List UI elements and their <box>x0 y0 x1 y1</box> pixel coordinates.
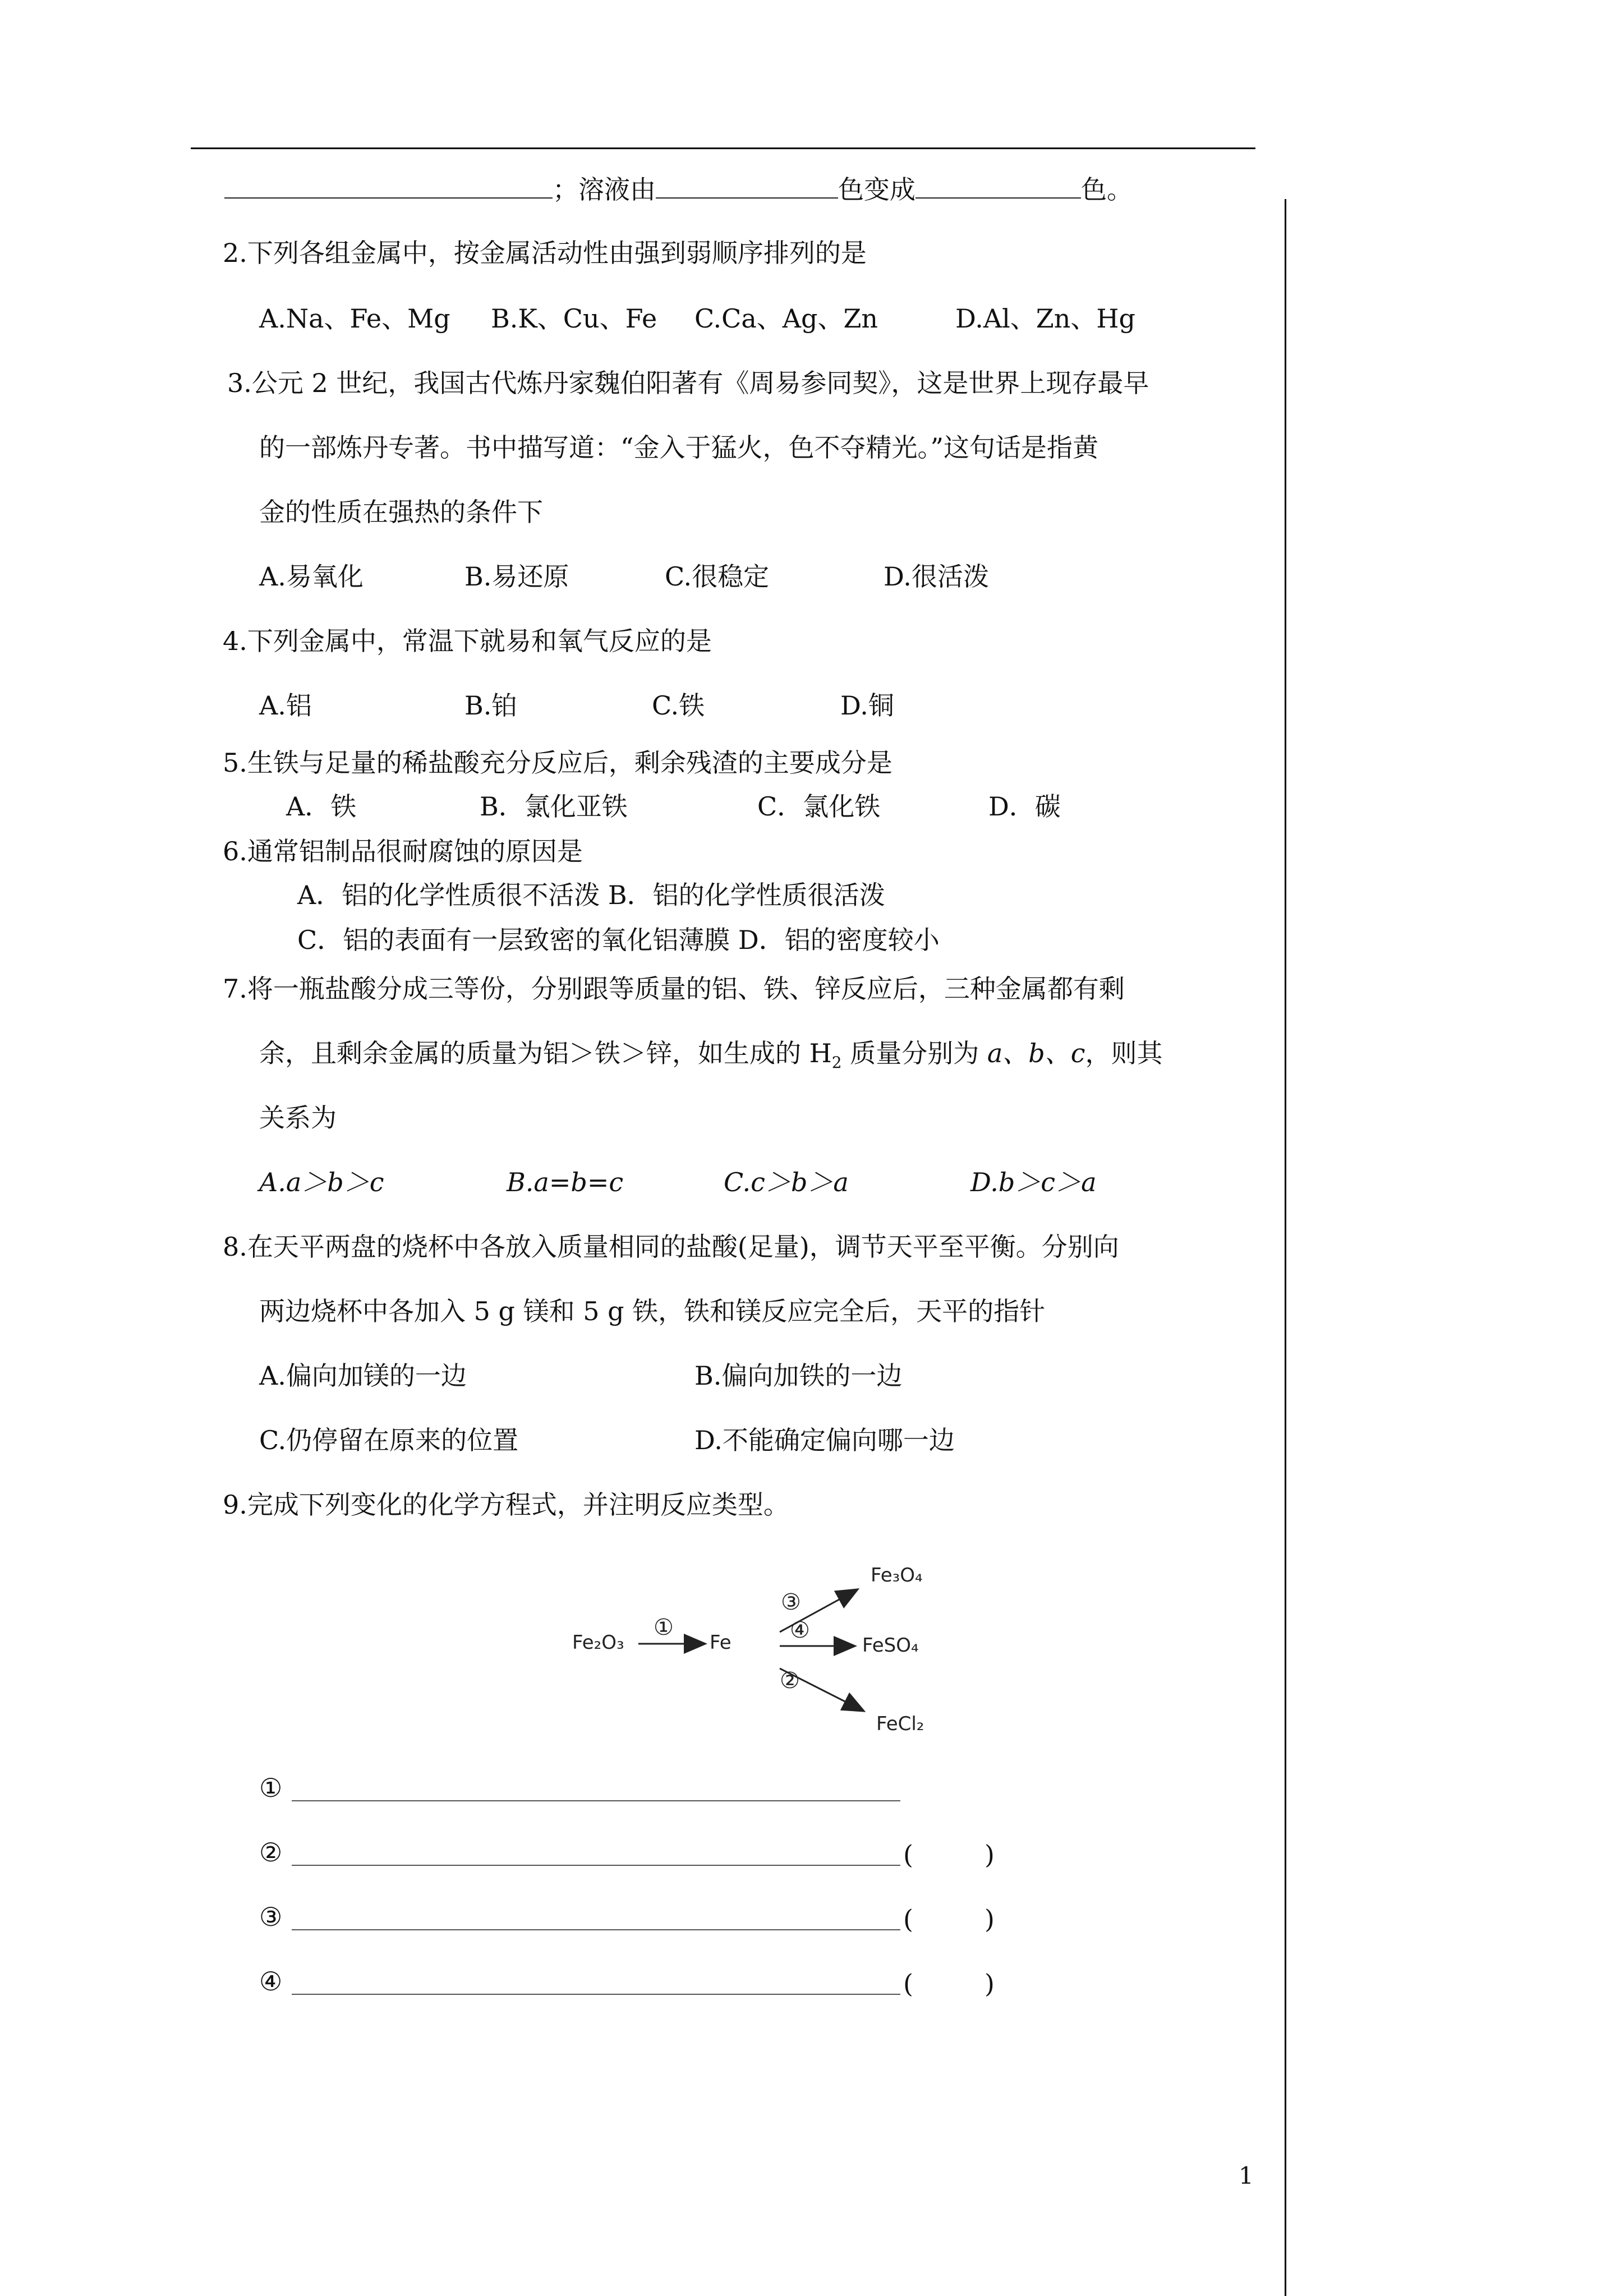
diagram-label-1: ① <box>654 1615 674 1640</box>
margin-rule <box>1285 199 1286 2296</box>
diagram-product-fecl2: FeCl₂ <box>876 1713 924 1735</box>
q3-line-2: 的一部炼丹专著。书中描写道：“金入于猛火，色不夺精光。”这句话是指黄 <box>259 432 1099 463</box>
q1-blank-3[interactable] <box>915 175 1081 199</box>
reaction-type-3-open: ( <box>903 1904 913 1934</box>
diagram-label-2: ② <box>780 1668 800 1694</box>
reaction-diagram <box>555 1548 959 1750</box>
q2-stem: 2.下列各组金属中，按金属活动性由强到弱顺序排列的是 <box>223 238 867 268</box>
q4-option-c: C.铁 <box>652 690 705 721</box>
diagram-middle-fe: Fe <box>710 1631 732 1654</box>
q8-line-1: 8.在天平两盘的烧杯中各放入质量相同的盐酸(足量)，调节天平至平衡。分别向 <box>223 1232 1119 1262</box>
reaction-type-4-close: ) <box>984 1968 995 1999</box>
q5-option-b: B．氯化亚铁 <box>480 791 628 822</box>
answer-marker-3: ③ <box>259 1902 283 1932</box>
answer-marker-1: ① <box>259 1773 283 1803</box>
q8-option-a: A.偏向加镁的一边 <box>259 1361 467 1391</box>
q3-line-1: 3.公元 2 世纪，我国古代炼丹家魏伯阳著有《周易参同契》，这是世界上现存最早 <box>227 368 1149 398</box>
q7-line-2-c: ，则其 <box>1085 1038 1163 1068</box>
q2-option-c: C.Ca、Ag、Zn <box>694 303 878 334</box>
q3-option-a: A.易氧化 <box>259 561 364 592</box>
q6-options-row-2: C．铝的表面有一层致密的氧化铝薄膜 D．铝的密度较小 <box>297 925 940 955</box>
q8-line-2: 两边烧杯中各加入 5 g 镁和 5 g 铁，铁和镁反应完全后，天平的指针 <box>259 1296 1046 1326</box>
q1-text-change: 色变成 <box>838 174 915 205</box>
q6-stem: 6.通常铝制品很耐腐蚀的原因是 <box>223 836 583 866</box>
q1-blank-1[interactable] <box>224 175 553 199</box>
q5-option-d: D．碳 <box>988 791 1061 822</box>
q8-option-c: C.仍停留在原来的位置 <box>259 1425 519 1455</box>
q3-option-d: D.很活泼 <box>884 561 989 592</box>
q2-option-a: A.Na、Fe、Mg <box>259 303 450 334</box>
q4-stem: 4.下列金属中，常温下就易和氧气反应的是 <box>223 626 712 656</box>
q4-option-b: B.铂 <box>464 690 518 721</box>
q7-h2-subscript: 2 <box>831 1053 842 1072</box>
page-number: 1 <box>1239 2162 1254 2189</box>
reaction-type-3-close: ) <box>984 1904 995 1934</box>
q5-stem: 5.生铁与足量的稀盐酸充分反应后，剩余残渣的主要成分是 <box>223 748 892 778</box>
q4-option-d: D.铜 <box>840 690 894 721</box>
reaction-type-4-open: ( <box>903 1968 913 1999</box>
diagram-label-4: ④ <box>790 1617 810 1643</box>
q2-option-b: B.K、Cu、Fe <box>491 303 657 334</box>
q7-line-2 <box>259 1040 1162 1071</box>
q3-option-c: C.很稳定 <box>665 561 770 592</box>
q1-blank-2[interactable] <box>656 175 838 199</box>
q7-line-3: 关系为 <box>259 1103 337 1133</box>
answer-line-1[interactable] <box>292 1800 900 1801</box>
q9-stem: 9.完成下列变化的化学方程式，并注明反应类型。 <box>223 1490 789 1520</box>
answer-marker-2: ② <box>259 1837 283 1868</box>
q7-line-1: 7.将一瓶盐酸分成三等份，分别跟等质量的铝、铁、锌反应后，三种金属都有剩 <box>223 974 1125 1004</box>
diagram-product-fe3o4: Fe₃O₄ <box>871 1564 923 1587</box>
answer-line-2[interactable] <box>292 1865 900 1866</box>
q2-option-d: D.Al、Zn、Hg <box>955 303 1135 334</box>
diagram-product-feso4: FeSO₄ <box>862 1634 919 1657</box>
reaction-type-2-open: ( <box>903 1839 913 1870</box>
q7-variables: a、b、c <box>987 1038 1085 1068</box>
diagram-start-fe2o3: Fe₂O₃ <box>572 1631 624 1654</box>
q7-option-a: A.a＞b＞c <box>259 1167 384 1197</box>
q1-text-end: 色。 <box>1081 174 1133 205</box>
header-rule <box>191 147 1255 149</box>
answer-line-3[interactable] <box>292 1929 900 1930</box>
q7-option-b: B.a=b=c <box>507 1167 624 1197</box>
q1-tail-line <box>224 174 1133 205</box>
q3-option-b: B.易还原 <box>464 561 569 592</box>
q3-line-3: 金的性质在强热的条件下 <box>259 497 543 527</box>
q4-option-a: A.铝 <box>259 690 312 721</box>
answer-line-4[interactable] <box>292 1994 900 1995</box>
q7-option-d: D.b＞c＞a <box>970 1167 1097 1197</box>
q5-option-c: C．氯化铁 <box>757 791 881 822</box>
q7-line-2-b: 质量分别为 <box>841 1038 987 1068</box>
diagram-label-3: ③ <box>781 1589 801 1615</box>
q7-line-2-a: 余，且剩余金属的质量为铝＞铁＞锌，如生成的 H <box>259 1038 832 1068</box>
q6-options-row-1: A．铝的化学性质很不活泼 B．铝的化学性质很活泼 <box>297 880 885 910</box>
q5-option-a: A．铁 <box>286 791 357 822</box>
q8-option-b: B.偏向加铁的一边 <box>694 1361 903 1391</box>
q8-option-d: D.不能确定偏向哪一边 <box>694 1425 955 1455</box>
q1-text-semicolon: ；溶液由 <box>553 174 656 205</box>
reaction-type-2-close: ) <box>984 1839 995 1870</box>
answer-marker-4: ④ <box>259 1966 283 1997</box>
q7-option-c: C.c＞b＞a <box>724 1167 849 1197</box>
